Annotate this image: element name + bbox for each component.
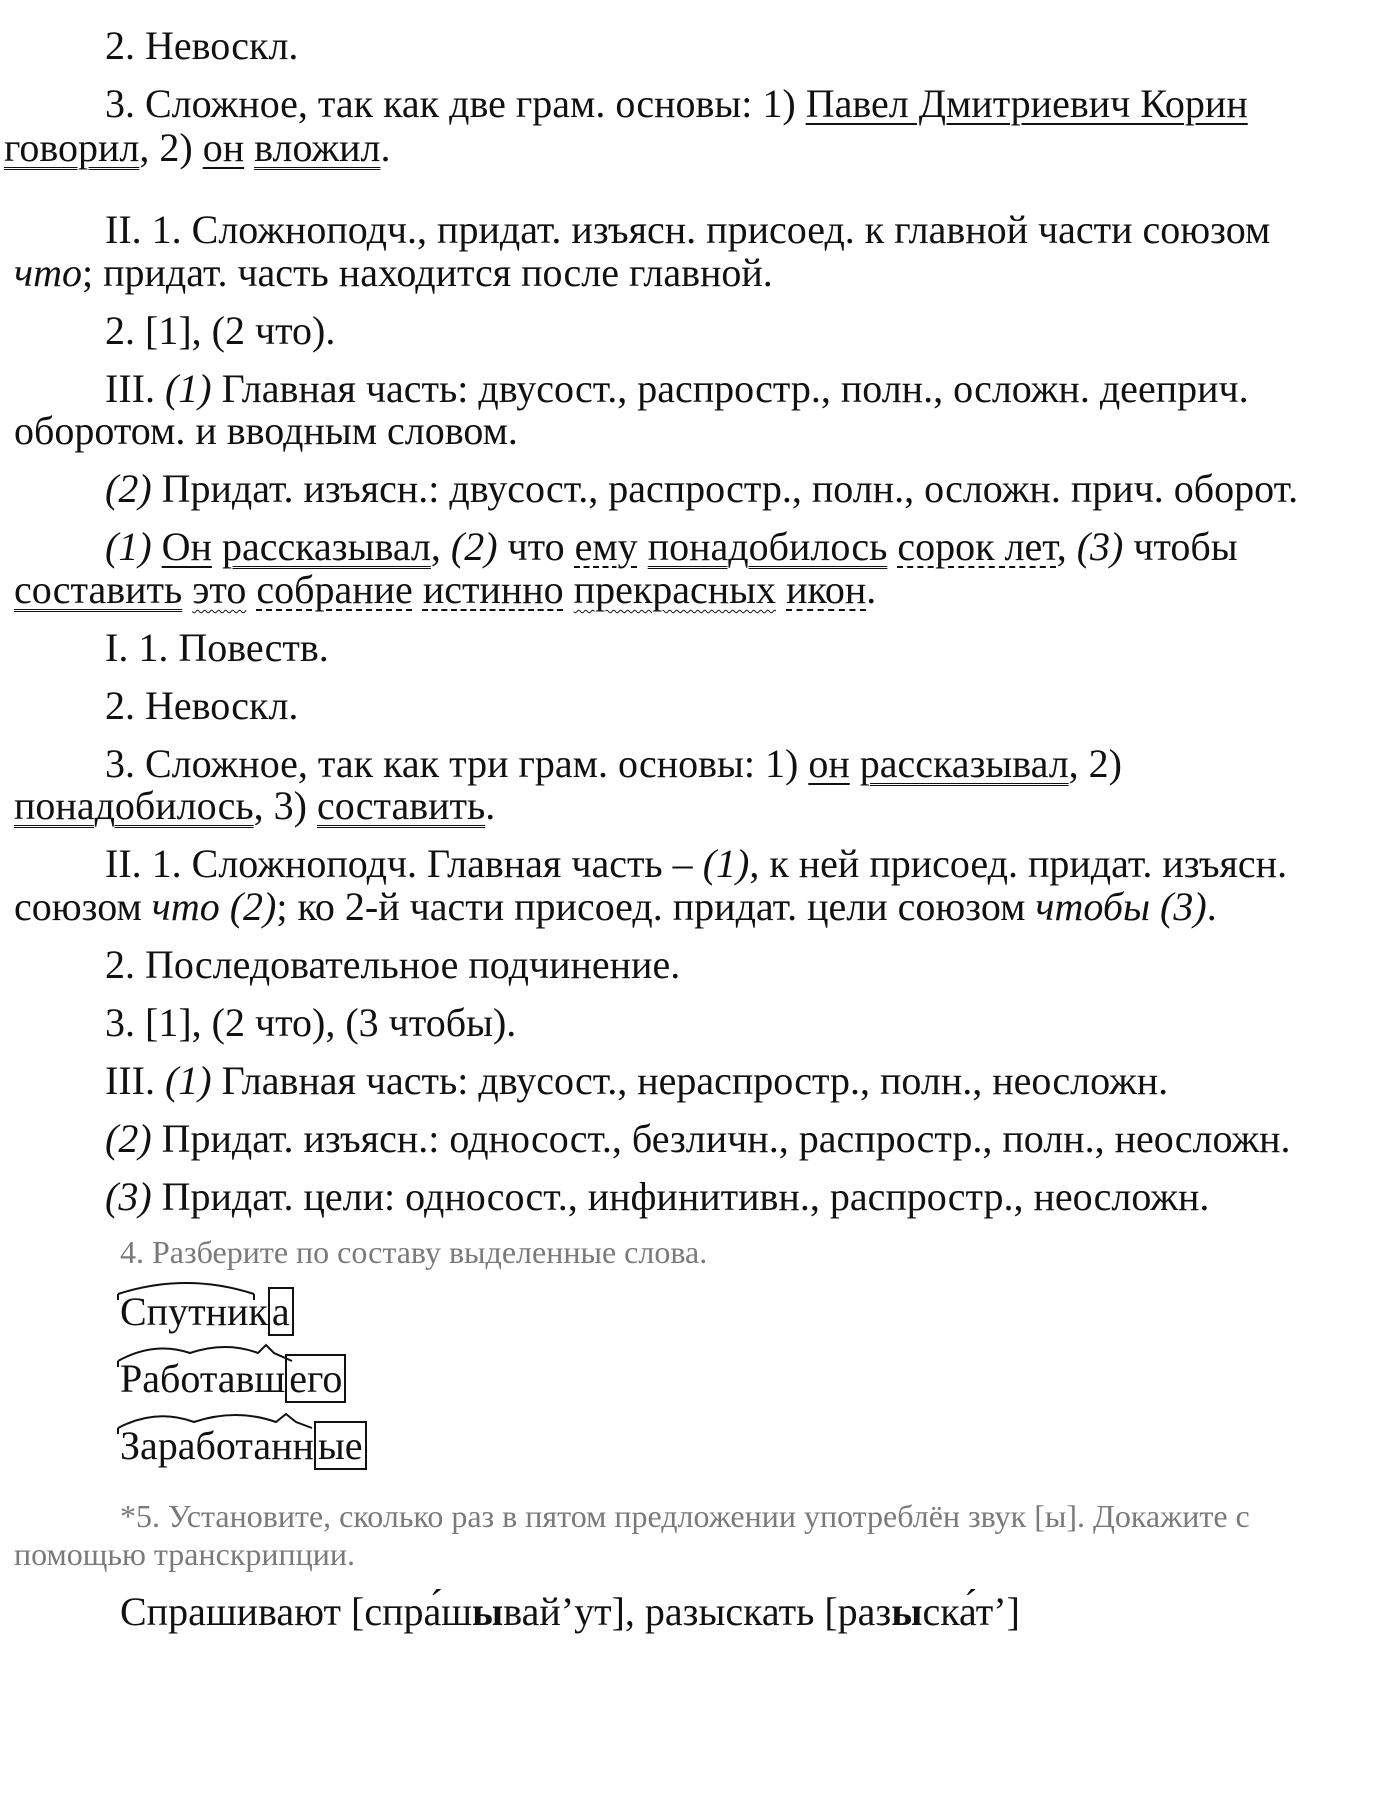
- line: [105, 1173, 1209, 1221]
- text: .: [380, 125, 391, 170]
- predicate: рассказывал: [859, 741, 1069, 786]
- text: ; ко 2-й части присоед. придат. цели союзом: [276, 884, 1036, 929]
- text: II. 1. Сложноподч. Главная часть –: [105, 841, 703, 886]
- text: , 2): [139, 125, 203, 170]
- line: [4, 124, 390, 172]
- object: икон: [786, 567, 867, 612]
- line: II. 1. Сложноподч., придат. изъясн. присоед. к главной части союзом: [105, 207, 1271, 252]
- conjunction: чтобы (3): [1035, 884, 1207, 929]
- word: [120, 1290, 294, 1334]
- text: , 2): [1068, 741, 1122, 786]
- text: 3. Сложное, так как две грам. основы: 1): [105, 81, 806, 126]
- clause-number: (2): [105, 466, 152, 511]
- text: III.: [105, 366, 165, 411]
- text: союзом: [14, 884, 152, 929]
- stem: Заработанн: [120, 1423, 314, 1468]
- subject: он: [202, 125, 245, 170]
- text: 3. Сложное, так как три грам. основы: 1): [105, 741, 809, 786]
- text: , 3): [253, 783, 317, 828]
- line: 2. Невоскл.: [105, 23, 299, 68]
- word: [120, 1357, 346, 1401]
- clause-number: (3): [105, 1174, 152, 1219]
- predicate: составить: [316, 783, 486, 828]
- line: [14, 566, 876, 614]
- text: , к ней присоед. придат. изъясн.: [749, 841, 1288, 886]
- line: [105, 365, 1249, 413]
- object: сорок лет: [897, 524, 1057, 569]
- ending: а: [268, 1287, 294, 1336]
- subject: он: [808, 741, 850, 786]
- morpheme-word-3: [120, 1424, 367, 1468]
- text: Придат. изъясн.: двусост., распростр., полн., осложн. прич. оборот.: [151, 466, 1299, 511]
- line: [105, 465, 1298, 513]
- line: 2. [1], (2 что).: [105, 308, 336, 353]
- task-4: 4. Разберите по составу выделенные слова.: [120, 1234, 708, 1270]
- line: оборотом. и вводным словом.: [14, 408, 518, 453]
- ending: его: [285, 1354, 346, 1403]
- text: .: [866, 567, 877, 612]
- line: I. 1. Повеств.: [105, 625, 329, 670]
- object: собрание: [256, 567, 413, 612]
- line: [14, 883, 1217, 931]
- object: ему: [574, 524, 638, 569]
- root-arc-icon: [116, 1276, 286, 1296]
- text: Спрашивают [спра́ш: [120, 1589, 473, 1634]
- predicate: говорил: [4, 125, 140, 170]
- sound-y: ы: [891, 1589, 923, 1634]
- clause-number: (1): [702, 841, 750, 886]
- line: 2. Невоскл.: [105, 683, 299, 728]
- conjunction: что (2): [151, 884, 277, 929]
- clause-number: (1): [164, 1058, 212, 1103]
- text: [244, 125, 254, 170]
- morpheme-word-2: [120, 1357, 346, 1401]
- word: [120, 1424, 367, 1468]
- predicate: понадобилось: [647, 524, 888, 569]
- subject: Павел Дмитриевич Корин: [805, 81, 1248, 126]
- predicate: рассказывал: [221, 524, 431, 569]
- text: ; придат. часть находится после главной.: [81, 250, 773, 295]
- attribute: прекрасных: [573, 567, 777, 612]
- text: что: [497, 524, 575, 569]
- line: [14, 249, 773, 297]
- line: [105, 80, 1248, 128]
- clause-number: (2): [450, 524, 498, 569]
- text: вай’ут], разыскать [раз: [503, 1589, 892, 1634]
- task-5-line-1: *5. Установите, сколько раз в пятом предложении употреблён звук [ы]. Докажите с: [120, 1498, 1250, 1534]
- text: чтобы: [1123, 524, 1238, 569]
- text: Придат. изъясн.: односост., безличн., распростр., полн., неосложн.: [151, 1116, 1291, 1161]
- line: 3. [1], (2 что), (3 чтобы).: [105, 1000, 517, 1045]
- adverbial: истинно: [422, 567, 564, 612]
- line: [105, 740, 1122, 788]
- ending: ые: [314, 1421, 367, 1470]
- text: ,: [430, 524, 451, 569]
- text: .: [1206, 884, 1217, 929]
- morpheme-arcs-icon: [116, 1343, 316, 1363]
- morpheme-arcs-icon: [116, 1410, 336, 1430]
- line: [105, 523, 1238, 571]
- clause-number: (1): [164, 366, 212, 411]
- text: Главная часть: двусост., распростр., полн., осложн. дееприч.: [211, 366, 1249, 411]
- predicate: вложил: [254, 125, 381, 170]
- line: [105, 1115, 1291, 1163]
- attribute: это: [192, 567, 247, 612]
- answer-line: [120, 1588, 1020, 1636]
- text: ска́т’]: [922, 1589, 1020, 1634]
- text: Придат. цели: односост., инфинитивн., распростр., неосложн.: [151, 1174, 1210, 1219]
- text: Главная часть: двусост., нераспростр., полн., неосложн.: [211, 1058, 1169, 1103]
- line: [105, 1057, 1168, 1105]
- text: .: [485, 783, 496, 828]
- text: III.: [105, 1058, 165, 1103]
- morpheme-word-1: [120, 1290, 294, 1334]
- conjunction: что: [14, 250, 82, 295]
- line: [14, 782, 495, 830]
- predicate: понадобилось: [14, 783, 254, 828]
- line: 2. Последовательное подчинение.: [105, 942, 681, 987]
- task-5-line-2: помощью транскрипции.: [14, 1536, 355, 1572]
- clause-number: (2): [105, 1116, 152, 1161]
- subject: Он: [161, 524, 212, 569]
- predicate: составить: [14, 567, 183, 612]
- text: ,: [1056, 524, 1077, 569]
- clause-number: (3): [1076, 524, 1124, 569]
- stem: Спутник: [120, 1289, 268, 1334]
- clause-number: (1): [105, 524, 152, 569]
- line: [105, 840, 1287, 888]
- sound-y: ы: [472, 1589, 504, 1634]
- stem: Работавш: [120, 1356, 286, 1401]
